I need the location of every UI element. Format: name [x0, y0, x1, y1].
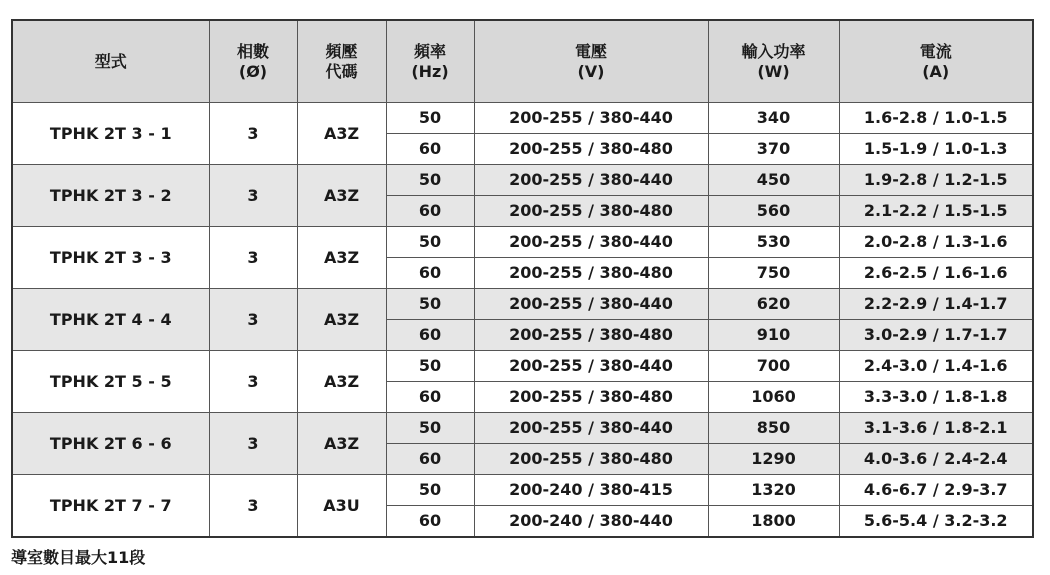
current-cell: 4.0-3.6 / 2.4-2.4	[839, 444, 1033, 475]
model-cell: TPHK 2T 3 - 1	[12, 103, 209, 165]
current-cell: 1.9-2.8 / 1.2-1.5	[839, 165, 1033, 196]
header-current: 電流 (A)	[839, 20, 1033, 103]
current-cell: 1.5-1.9 / 1.0-1.3	[839, 134, 1033, 165]
phase-cell: 3	[209, 475, 297, 538]
voltage-cell: 200-255 / 380-440	[474, 413, 708, 444]
power-cell: 560	[708, 196, 839, 227]
hz-cell: 50	[386, 475, 474, 506]
voltage-cell: 200-255 / 380-480	[474, 382, 708, 413]
power-cell: 910	[708, 320, 839, 351]
current-cell: 2.0-2.8 / 1.3-1.6	[839, 227, 1033, 258]
power-cell: 700	[708, 351, 839, 382]
hz-cell: 60	[386, 382, 474, 413]
code-cell: A3Z	[297, 165, 386, 227]
voltage-cell: 200-255 / 380-440	[474, 165, 708, 196]
voltage-cell: 200-240 / 380-415	[474, 475, 708, 506]
spec-table	[11, 19, 1034, 538]
hz-cell: 60	[386, 506, 474, 538]
power-cell: 370	[708, 134, 839, 165]
voltage-cell: 200-240 / 380-440	[474, 506, 708, 538]
table-row	[12, 103, 1033, 134]
header-phase: 相數 (Ø)	[209, 20, 297, 103]
power-cell: 530	[708, 227, 839, 258]
hz-cell: 50	[386, 289, 474, 320]
header-frequency: 頻率 (Hz)	[386, 20, 474, 103]
voltage-cell: 200-255 / 380-480	[474, 258, 708, 289]
current-cell: 4.6-6.7 / 2.9-3.7	[839, 475, 1033, 506]
header-code: 頻壓 代碼	[297, 20, 386, 103]
power-cell: 850	[708, 413, 839, 444]
code-cell: A3Z	[297, 103, 386, 165]
hz-cell: 50	[386, 103, 474, 134]
voltage-cell: 200-255 / 380-440	[474, 289, 708, 320]
model-cell: TPHK 2T 4 - 4	[12, 289, 209, 351]
voltage-cell: 200-255 / 380-480	[474, 196, 708, 227]
hz-cell: 60	[386, 444, 474, 475]
phase-cell: 3	[209, 351, 297, 413]
table-row	[12, 165, 1033, 196]
header-voltage: 電壓 (V)	[474, 20, 708, 103]
current-cell: 3.3-3.0 / 1.8-1.8	[839, 382, 1033, 413]
phase-cell: 3	[209, 289, 297, 351]
table-row	[12, 351, 1033, 382]
header-power: 輸入功率 (W)	[708, 20, 839, 103]
power-cell: 1290	[708, 444, 839, 475]
power-cell: 620	[708, 289, 839, 320]
power-cell: 340	[708, 103, 839, 134]
hz-cell: 50	[386, 413, 474, 444]
header-row	[12, 20, 1033, 103]
hz-cell: 60	[386, 196, 474, 227]
power-cell: 750	[708, 258, 839, 289]
hz-cell: 50	[386, 165, 474, 196]
current-cell: 3.0-2.9 / 1.7-1.7	[839, 320, 1033, 351]
current-cell: 2.2-2.9 / 1.4-1.7	[839, 289, 1033, 320]
model-cell: TPHK 2T 3 - 2	[12, 165, 209, 227]
hz-cell: 50	[386, 351, 474, 382]
phase-cell: 3	[209, 103, 297, 165]
hz-cell: 60	[386, 258, 474, 289]
phase-cell: 3	[209, 413, 297, 475]
model-cell: TPHK 2T 3 - 3	[12, 227, 209, 289]
code-cell: A3Z	[297, 227, 386, 289]
current-cell: 3.1-3.6 / 1.8-2.1	[839, 413, 1033, 444]
hz-cell: 60	[386, 320, 474, 351]
code-cell: A3U	[297, 475, 386, 538]
voltage-cell: 200-255 / 380-440	[474, 103, 708, 134]
table-row	[12, 475, 1033, 506]
power-cell: 1060	[708, 382, 839, 413]
power-cell: 450	[708, 165, 839, 196]
code-cell: A3Z	[297, 351, 386, 413]
power-cell: 1320	[708, 475, 839, 506]
current-cell: 2.4-3.0 / 1.4-1.6	[839, 351, 1033, 382]
model-cell: TPHK 2T 5 - 5	[12, 351, 209, 413]
model-cell: TPHK 2T 7 - 7	[12, 475, 209, 538]
table-row	[12, 227, 1033, 258]
hz-cell: 60	[386, 134, 474, 165]
phase-cell: 3	[209, 165, 297, 227]
phase-cell: 3	[209, 227, 297, 289]
current-cell: 2.1-2.2 / 1.5-1.5	[839, 196, 1033, 227]
table-row	[12, 289, 1033, 320]
header-model: 型式	[12, 20, 209, 103]
footnote: 導室數目最大11段	[11, 548, 146, 567]
power-cell: 1800	[708, 506, 839, 538]
voltage-cell: 200-255 / 380-480	[474, 444, 708, 475]
model-cell: TPHK 2T 6 - 6	[12, 413, 209, 475]
voltage-cell: 200-255 / 380-440	[474, 351, 708, 382]
current-cell: 2.6-2.5 / 1.6-1.6	[839, 258, 1033, 289]
current-cell: 1.6-2.8 / 1.0-1.5	[839, 103, 1033, 134]
code-cell: A3Z	[297, 289, 386, 351]
voltage-cell: 200-255 / 380-480	[474, 134, 708, 165]
hz-cell: 50	[386, 227, 474, 258]
current-cell: 5.6-5.4 / 3.2-3.2	[839, 506, 1033, 538]
voltage-cell: 200-255 / 380-480	[474, 320, 708, 351]
table-row	[12, 413, 1033, 444]
code-cell: A3Z	[297, 413, 386, 475]
voltage-cell: 200-255 / 380-440	[474, 227, 708, 258]
